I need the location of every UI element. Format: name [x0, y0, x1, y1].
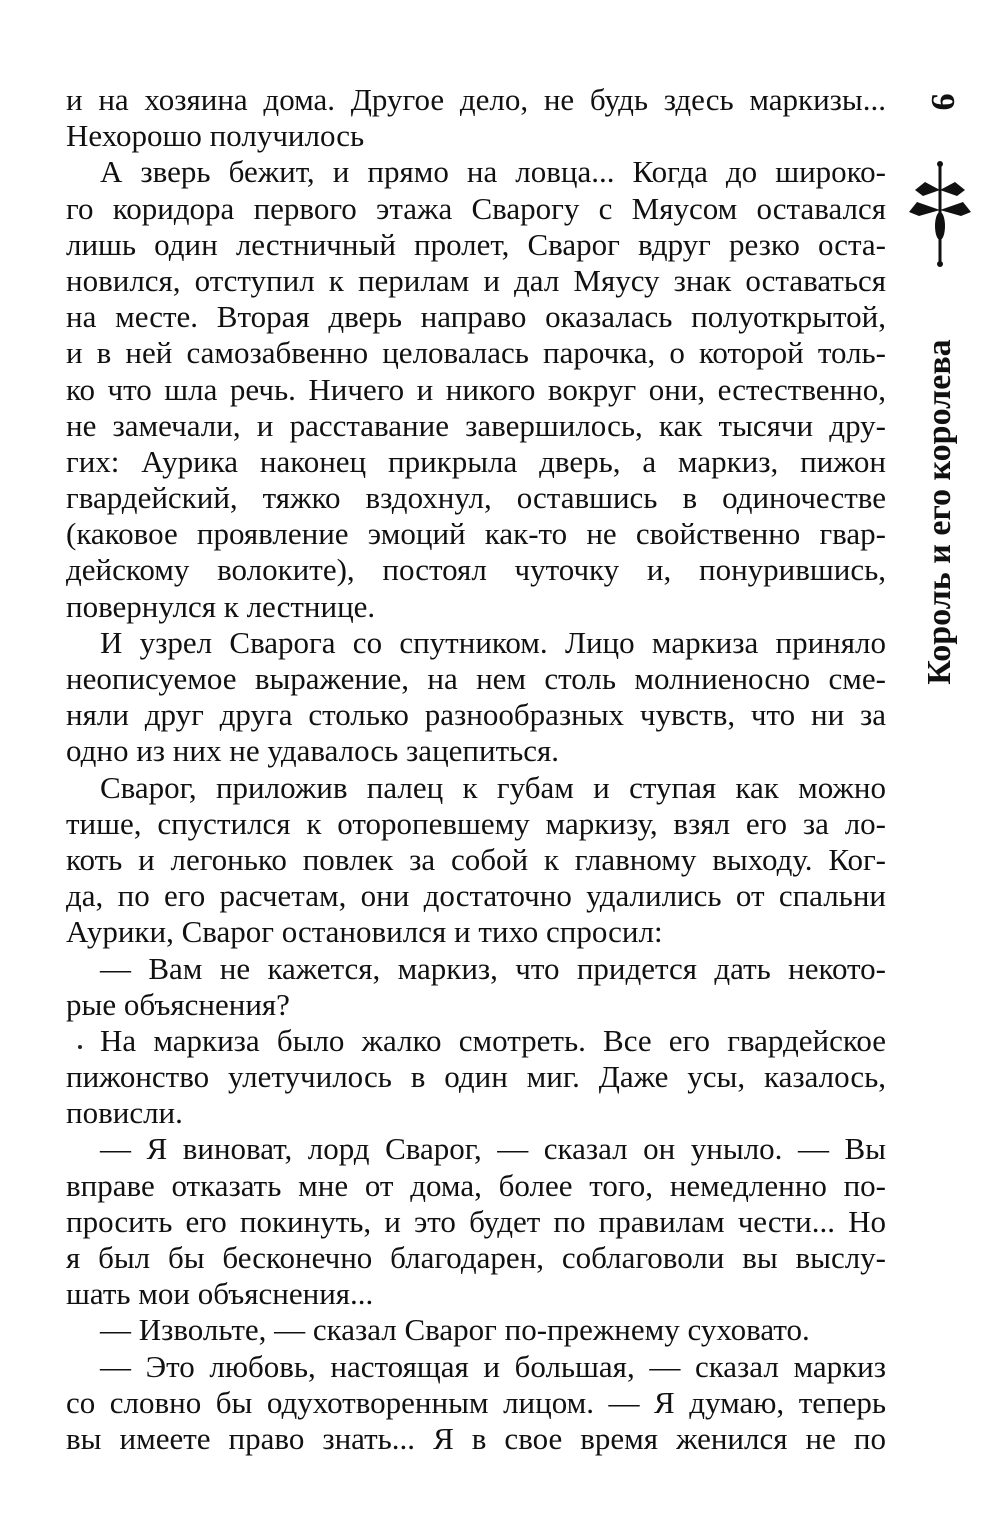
text-line: коть и легонько повлек за собой к главному выходу. Ког- [66, 841, 886, 877]
text-line: Аурики, Сварог остановился и тихо спросил: [66, 914, 663, 950]
text-line: новился, отступил к перилам и дал Мяусу знак оставаться [66, 262, 886, 298]
text-line: шать мои объяснения... [66, 1276, 374, 1312]
text-line: тише, спустился к оторопевшему маркизу, взял его за ло- [66, 805, 886, 841]
text-line: — Извольте, — сказал Сварог по-прежнему суховато. [100, 1312, 810, 1348]
running-title: Король и его королева [921, 339, 958, 685]
text-line: Нехорошо получилось [66, 118, 365, 154]
text-line: А зверь бежит, и прямо на ловца... Когда до широко- [100, 154, 886, 190]
text-line: — Я виноват, лорд Сварог, — сказал он уныло. — Вы [100, 1131, 886, 1167]
text-line: вы имеете право знать... Я в свое время женился не по [66, 1420, 886, 1456]
text-line: рые объяснения? [66, 986, 290, 1022]
text-line: го коридора первого этажа Сварогу с Мяусом оставался [66, 190, 886, 226]
text-line: на месте. Вторая дверь направо оказалась полуоткрытой, [66, 299, 886, 335]
body-text [66, 82, 886, 1457]
text-line: неописуемое выражение, на нем столь молниеносно сме- [66, 661, 886, 696]
text-line: повернулся к лестнице. [66, 588, 376, 624]
text-line: гвардейский, тяжко вздохнул, оставшись в одиночестве [66, 480, 886, 516]
text-line: со словно бы одухотворенным лицом. — Я думаю, теперь [66, 1384, 886, 1420]
text-line: Сварог, приложив палец к губам и ступая как можно [100, 769, 886, 805]
text-line: да, по его расчетам, они достаточно удалились от спальни [66, 878, 886, 914]
text-line: дейскому волоките), постоял чуточку и, понурившись, [66, 552, 886, 588]
text-line: вправе отказать мне от дома, более того, немедленно по- [66, 1167, 886, 1203]
text-line: повисли. [66, 1095, 183, 1131]
text-line: просить его покинуть, и это будет по правилам чести... Но [66, 1203, 886, 1239]
text-line: я был бы бесконечно благодарен, соблаговоли вы выслу- [66, 1240, 886, 1275]
text-line: пижонство улетучилось в один миг. Даже усы, казалось, [66, 1059, 886, 1095]
text-line: — Это любовь, настоящая и большая, — сказал маркиз [100, 1348, 886, 1384]
text-line: (каковое проявление эмоций как-то не свойственно гвар- [66, 516, 886, 552]
text-line: ко что шла речь. Ничего и никого вокруг они, естественно, [66, 371, 886, 407]
text-line: лишь один лестничный пролет, Сварог вдруг резко оста- [66, 226, 886, 262]
text-line: гих: Аурика наконец прикрыла дверь, а маркиз, пижон [66, 443, 886, 479]
text-line: одно из них не удавалось зацепиться. [66, 733, 560, 769]
text-line: няли друг друга столько разнообразных чувств, что ни за [66, 697, 886, 733]
print-speck [78, 1045, 82, 1049]
text-line: и в ней самозабвенно целовалась парочка, о которой толь- [66, 335, 886, 371]
text-line: не замечали, и расставание завершилось, как тысячи дру- [66, 407, 886, 443]
text-line: и на хозяина дома. Другое дело, не будь здесь маркизы... [66, 82, 886, 117]
text-line: И узрел Сварога со спутником. Лицо маркиза приняло [100, 624, 886, 660]
text-line: На маркиза было жалко смотреть. Все его гвардейское [100, 1022, 886, 1058]
text-line: — Вам не кажется, маркиз, что придется дать некото- [100, 950, 886, 986]
page-number: 9 [924, 93, 961, 111]
